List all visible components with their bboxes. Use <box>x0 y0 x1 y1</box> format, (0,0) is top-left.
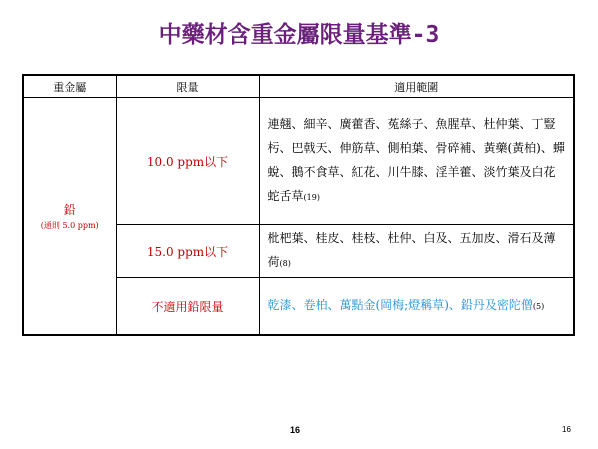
limit-cell: 不適用鉛限量 <box>116 278 259 336</box>
herbs-text: 連翹、細辛、廣藿香、菟絲子、魚腥草、杜仲葉、丁豎杇、巴戟天、伸筋草、側柏葉、骨碎補、黃藥(黃柏)、蟬蛻、鵝不食草、紅花、川牛膝、淫羊藿、淡竹葉及白花蛇舌草 <box>267 117 565 203</box>
herbs-text: 乾漆、卷柏、萬點金(岡梅;燈稱草)、鉛丹及密陀僧 <box>267 298 533 312</box>
metal-name: 鉛 <box>63 203 76 217</box>
metal-cell <box>23 98 116 336</box>
page-number-right: 16 <box>562 425 571 434</box>
page-number-center: 16 <box>290 425 301 435</box>
herbs-text: 枇杷葉、桂皮、桂枝、杜仲、白及、五加皮、滑石及薄荷 <box>267 231 556 269</box>
table-header-row <box>23 75 574 98</box>
reference-count: (8) <box>279 259 291 268</box>
herbs-cell <box>259 278 574 336</box>
header-metal: 重金屬 <box>23 75 116 98</box>
reference-count: (5) <box>532 302 545 311</box>
table-row <box>23 98 574 225</box>
metal-general-limit-note: (通則 5.0 ppm) <box>40 221 99 230</box>
slide-title: 中藥材含重金屬限量基準-3 <box>158 22 440 48</box>
reference-count: (19) <box>303 193 320 202</box>
header-scope: 適用範圍 <box>259 75 574 98</box>
header-limit: 限量 <box>116 75 259 98</box>
herbs-cell <box>259 225 574 278</box>
lead-limit-table <box>22 74 575 336</box>
limit-cell: 15.0 ppm以下 <box>116 225 259 278</box>
limit-cell: 10.0 ppm以下 <box>116 98 259 225</box>
herbs-cell <box>259 98 574 225</box>
